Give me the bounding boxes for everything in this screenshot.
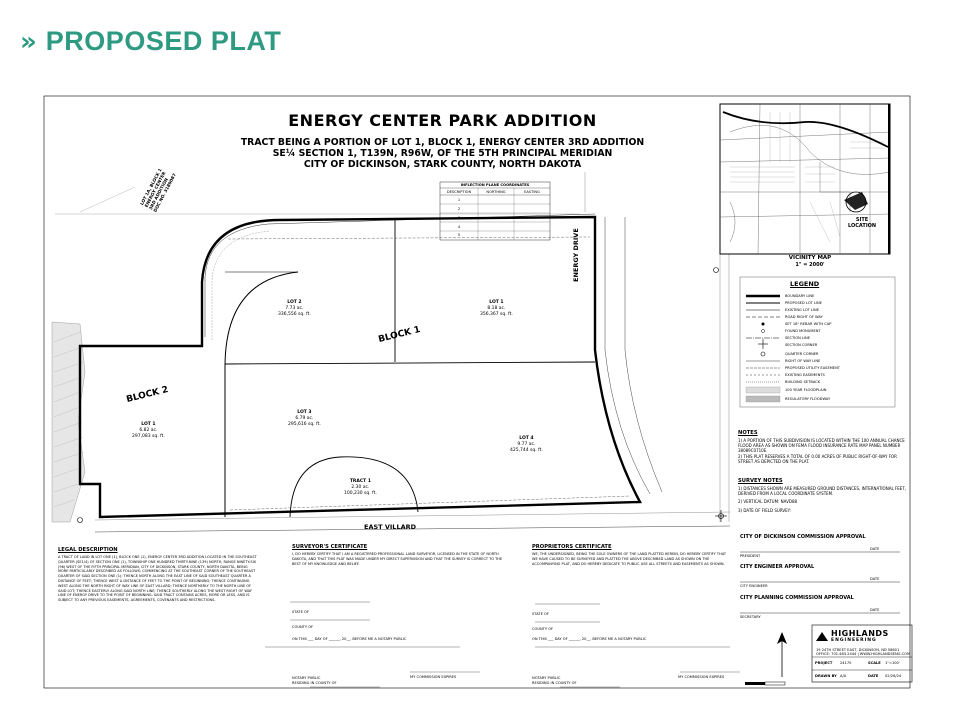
subtitle-line: TRACT BEING A PORTION OF LOT 1, BLOCK 1, ENERGY CENTER 3RD ADDITION	[240, 137, 645, 148]
coord-cell: 2	[457, 207, 461, 211]
approval-title: CITY OF DICKINSON COMMISSION APPROVAL	[740, 534, 866, 540]
legal-description-title: LEGAL DESCRIPTION	[58, 547, 118, 553]
legend-item: 100 YEAR FLOODPLAIN	[785, 388, 827, 392]
vicinity-scale: 1" = 2000'	[795, 262, 825, 268]
legend-item: RIGHT OF WAY LINE	[785, 359, 821, 363]
tb-project-label: PROJECT	[815, 661, 833, 665]
street-label-east: ENERGY DRIVE	[572, 228, 580, 282]
cert-line: MY COMMISSION EXPIRES	[678, 675, 725, 679]
legend-item: BOUNDARY LINE	[785, 294, 815, 298]
lot-label	[480, 300, 513, 318]
plat-subtitle	[210, 137, 675, 171]
coord-cell: 3	[457, 216, 461, 220]
tb-scale-label: SCALE	[868, 661, 881, 665]
chevron-icon: »	[20, 26, 32, 57]
site-location-label: SITE LOCATION	[848, 217, 877, 229]
firm-contact: OFFICE: 701.483.2444 | WWW.HIGHLANDSENG.COM	[816, 652, 911, 656]
lot-label	[510, 436, 543, 454]
legend-item: SET 18" REBAR WITH CAP	[785, 322, 832, 326]
approval-date: DATE	[870, 608, 880, 612]
page-header	[20, 26, 281, 57]
tb-date: 02/26/24	[885, 674, 902, 678]
lot-sqft: 336,556 sq. ft.	[278, 312, 311, 317]
lot-acres: 6.79 ac.	[295, 416, 314, 421]
survey-note-item: 2) VERTICAL DATUM: NAVD88	[738, 499, 798, 504]
mountain-icon	[816, 632, 828, 641]
cert-line: NOTARY PUBLIC	[532, 676, 561, 680]
tb-drawn-label: DRAWN BY	[815, 674, 837, 678]
page-title: PROPOSED PLAT	[45, 26, 282, 56]
approval-title: CITY ENGINEER APPROVAL	[740, 564, 815, 570]
tb-project: 24170	[840, 661, 852, 665]
subtitle-line: CITY OF DICKINSON, STARK COUNTY, NORTH DAKOTA	[303, 159, 582, 171]
street-label-south: EAST VILLARD	[364, 523, 417, 531]
boundary-line	[80, 217, 640, 517]
lot-name: TRACT 1	[349, 479, 371, 484]
note-item: 1) A PORTION OF THIS SUBDIVISION IS LOCATED WITHIN THE 100 ANNUAL CHANCE FLOOD AREA AS SHOWN ON FEMA FLOOD INSURANCE RATE MAP PANEL NUMBER 38089C0710E.	[738, 438, 905, 453]
survey-note-item: 1) DISTANCES SHOWN ARE MEASURED GROUND DISTANCES, INTERNATIONAL FEET, DERIVED FROM A LOCAL COORDINATE SYSTEM.	[738, 486, 907, 496]
cert-line: RESIDING IN COUNTY OF	[292, 681, 337, 685]
coord-cell: 1	[457, 198, 461, 202]
surveyor-cert-text: I, DO HEREBY CERTIFY THAT I AM A REGISTERED PROFESSIONAL LAND SURVEYOR, LICENSED IN THE STATE OF NORTH DAKOTA, AND THAT THIS PLAT WAS MADE UNDER MY DIRECT SUPERVISION AND THAT THE SURVEY IS CORRECT TO THE BEST OF MY KNOWLEDGE AND BELIEF.	[292, 552, 503, 566]
lot-acres: 2.30 ac.	[351, 485, 370, 490]
lot-sqft: 425,744 sq. ft.	[510, 448, 543, 453]
cert-line: STATE OF	[292, 610, 309, 614]
cert-line: NOTARY PUBLIC	[292, 676, 321, 680]
lot-sqft: 295,616 sq. ft.	[288, 422, 321, 427]
lot-label	[278, 300, 311, 318]
tb-scale: 1"=100'	[885, 661, 900, 665]
lot-sqft: 297,083 sq. ft.	[132, 434, 165, 439]
legal-description-text: A TRACT OF LAND IN LOT ONE (1), BLOCK ONE (1), ENERGY CENTER 3RD ADDITION LOCATED IN THE SOUTHEAST QUARTER (SE1/4) OF SECTION ONE (1), TOWNSHIP ONE HUNDRED THIRTY-NINE (139) NORTH, RANGE NINETY-SIX (96) WEST OF THE FIFTH PRINCIPAL MERIDIAN, CITY OF DICKINSON, STARK COUNTY, NORTH DAKOTA, BEING MORE PARTICULARLY DESCRIBED AS FOLLOWS: COMMENCING AT THE SOUTHEAST CORNER OF THE SOUTHEAST QUARTER OF SAID SECTION ONE (1); THENCE NORTH ALONG THE EAST LINE OF SAID SOUTHEAST QUARTER A DISTANCE OF FEET; THENCE WEST A DISTANCE OF FEET TO THE POINT OF BEGINNING; THENCE CONTINUING WEST ALONG THE NORTH RIGHT OF WAY LINE OF EAST VILLARD; THENCE NORTHERLY TO THE NORTH LINE OF SAID LOT; THENCE EASTERLY ALONG SAID NORTH LINE; THENCE SOUTHERLY ALONG THE WEST RIGHT OF WAY LINE OF ENERGY DRIVE TO THE POINT OF BEGINNING. SAID TRACT CONTAINS ACRES, MORE OR LESS, AND IS SUBJECT TO ANY PREVIOUS EASEMENTS, AGREEMENTS, COVENANTS AND RESTRICTIONS.	[58, 555, 257, 603]
tb-date-label: DATE	[868, 674, 879, 678]
legend-item: QUARTER CORNER	[785, 352, 819, 356]
tb-drawn: A/A	[840, 674, 847, 678]
note-item: 2) THIS PLAT RESERVES A TOTAL OF 0.00 ACRES OF PUBLIC RIGHT-OF-WAY FOR STREET AS DEPICTED ON THE PLAT.	[738, 454, 897, 464]
plat-sheet	[40, 92, 922, 692]
block-label: BLOCK 2	[125, 384, 170, 406]
approval-date: DATE	[870, 577, 880, 581]
lot-sqft: 100,230 sq. ft.	[344, 491, 377, 496]
approval-date: DATE	[870, 547, 880, 551]
coord-cell: 4	[457, 225, 461, 229]
block-label: BLOCK 1	[377, 324, 422, 346]
cert-line: STATE OF	[532, 612, 549, 616]
lot-label	[132, 422, 165, 440]
firm-sub: ENGINEERING	[831, 638, 877, 643]
legend-item: ROAD RIGHT OF WAY	[785, 315, 823, 319]
firm-address: 19 24TH STREET EAST, DICKINSON, ND 58601	[816, 648, 900, 652]
approval-role: PRESIDENT	[740, 554, 761, 558]
lot-name: LOT 3	[297, 410, 312, 415]
approval-role: SECRETARY	[740, 615, 761, 619]
lot-acres: 6.82 ac.	[139, 428, 158, 433]
lot-name: LOT 2	[287, 300, 302, 305]
cert-line: COUNTY OF	[532, 627, 554, 631]
legend-item: BUILDING SETBACK	[785, 380, 821, 384]
coord-header: EASTING	[524, 190, 540, 194]
vicinity-title: VICINITY MAP	[788, 255, 832, 261]
survey-note-item: 3) DATE OF FIELD SURVEY:	[738, 508, 791, 513]
notes-title: NOTES	[738, 430, 758, 436]
legend-item: PROPOSED LOT LINE	[785, 301, 823, 305]
lot-sqft: 356,367 sq. ft.	[480, 312, 513, 317]
proprietor-cert-text: WE, THE UNDERSIGNED, BEING THE SOLE OWNERS OF THE LAND PLATTED HEREIN, DO HEREBY CERTIFY THAT WE HAVE CAUSED TO BE SURVEYED AND PLATTED THE ABOVE DESCRIBED LAND AS SHOWN ON THE ACCOMPANYING PLAT, AND DO HEREBY DEDICATE TO PUBLIC USE ALL STREETS AND EASEMENTS AS SHOWN.	[532, 552, 726, 566]
coord-table-title: INFLECTION PLANE COORDINATES	[460, 183, 530, 187]
legend-item: SECTION LINE	[785, 336, 810, 340]
subtitle-line: SE¼ SECTION 1, T139N, R96W, OF THE 5TH PRINCIPAL MERIDIAN	[272, 148, 613, 160]
coord-cell: 5	[457, 233, 461, 237]
legend-item: SECTION CORNER	[785, 343, 818, 347]
existing-lot-note: LOT 1A, BLOCK 1 ENERGY CENTER 3RD ADDITION DOC NO. 3189087	[140, 168, 178, 214]
surveyor-cert-title: SURVEYOR'S CERTIFICATE	[292, 544, 368, 550]
cert-line: ON THIS ___ DAY OF ______, 20__, BEFORE ME A NOTARY PUBLIC	[292, 637, 407, 641]
legend-title: LEGEND	[790, 280, 820, 288]
plat-title: ENERGY CENTER PARK ADDITION	[288, 111, 597, 130]
lot-name: LOT 1	[141, 422, 156, 427]
legend-item: FOUND MONUMENT	[785, 329, 821, 333]
legend-item: REGULATORY FLOODWAY	[785, 397, 831, 401]
vicinity-map	[720, 104, 890, 254]
cert-line: ON THIS ___ DAY OF ______, 20__, BEFORE ME A NOTARY PUBLIC	[532, 637, 647, 641]
cert-line: RESIDING IN COUNTY OF	[532, 681, 577, 685]
north-arrow	[745, 632, 787, 685]
coord-header: DESCRIPTION	[446, 190, 472, 194]
lot-acres: 7.73 ac.	[285, 306, 304, 311]
approval-title: CITY PLANNING COMMISSION APPROVAL	[740, 595, 854, 601]
lot-label	[288, 410, 321, 428]
survey-notes-title: SURVEY NOTES	[738, 478, 783, 484]
lot-label	[344, 479, 377, 497]
coord-header: NORTHING	[486, 190, 506, 194]
approval-role: CITY ENGINEER	[740, 584, 768, 588]
legend-item: EXISTING LOT LINE	[785, 308, 820, 312]
lot-name: LOT 4	[519, 436, 534, 441]
lot-acres: 8.18 ac.	[487, 306, 506, 311]
legend-item: PROPOSED UTILITY EASEMENT	[785, 366, 840, 370]
firm-name: HIGHLANDS	[831, 629, 889, 638]
firm-logo	[816, 629, 889, 643]
legend-item: EXISTING EASEMENTS	[785, 373, 825, 377]
lot-acres: 9.77 ac.	[517, 442, 536, 447]
cert-line: MY COMMISSION EXPIRES	[410, 675, 457, 679]
cert-line: COUNTY OF	[292, 625, 314, 629]
proprietor-cert-title: PROPRIETORS CERTIFICATE	[532, 544, 612, 550]
lot-name: LOT 1	[489, 300, 504, 305]
